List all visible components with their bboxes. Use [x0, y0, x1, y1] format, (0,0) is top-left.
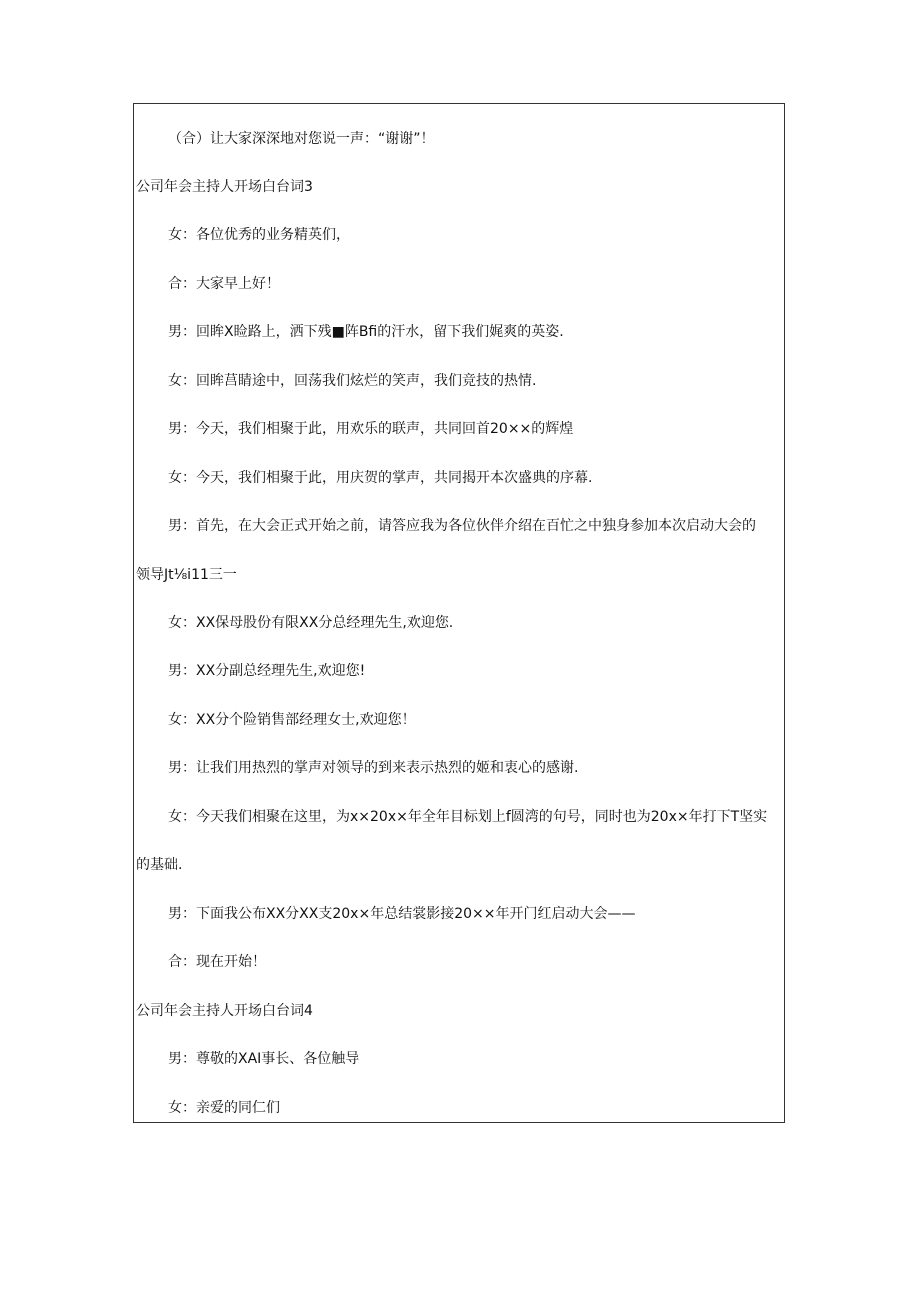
text-line: 男：回眸X睑路上，洒下残■阵Bfi的汗水，留下我们娓爽的英姿.	[168, 324, 564, 340]
text-line: 女：今天，我们相聚于此，用庆贺的掌声，共同揭开本次盛典的序幕.	[168, 470, 593, 486]
text-line: 女：XX分个险销售部经理女士,欢迎您！	[168, 712, 416, 728]
text-line: （合）让大家深深地对您说一声：“谢谢”！	[168, 131, 435, 147]
text-line: 合：现在开始！	[168, 954, 266, 970]
text-line: 合：大家早上好！	[168, 276, 280, 292]
text-line: 男：今天，我们相聚于此，用欢乐的联声，共同回首20××的辉煌	[168, 421, 574, 437]
text-line: 男：XX分副总经理先生,欢迎您!	[168, 663, 366, 679]
text-line: 男：首先，在大会正式开始之前，请答应我为各位伙伴介绍在百忙之中独身参加本次启动大会的	[168, 518, 756, 534]
text-line: 男：下面我公布XX分XX支20x×年总结裳影接20××年开门红启动大会——	[168, 906, 636, 922]
text-line: 女：XX保母股份有限XX分总经理先生,欢迎您.	[168, 615, 454, 631]
text-line: 女：亲爱的同仁们	[168, 1100, 280, 1116]
section-heading: 公司年会主持人开场白台词4	[136, 1003, 313, 1019]
text-line: 领导Jt⅛i11三一	[136, 567, 237, 583]
document-page	[133, 103, 785, 1123]
text-line: 女：回眸莒睛途中，回荡我们炫烂的笑声，我们竞技的热情.	[168, 373, 537, 389]
section-heading: 公司年会主持人开场白台词3	[136, 179, 313, 195]
text-line: 女：今天我们相聚在这里，为x×20x×年全年目标划上f圆湾的句号，同时也为20x×年打下T坚实	[168, 809, 768, 825]
text-line: 的基础.	[136, 857, 183, 873]
text-line: 男：让我们用热烈的掌声对领导的到来表示热烈的姬和衷心的感谢.	[168, 760, 579, 776]
text-line: 男：尊敬的XAI事长、各位触导	[168, 1051, 360, 1067]
text-line: 女：各位优秀的业务精英们，	[168, 227, 350, 243]
